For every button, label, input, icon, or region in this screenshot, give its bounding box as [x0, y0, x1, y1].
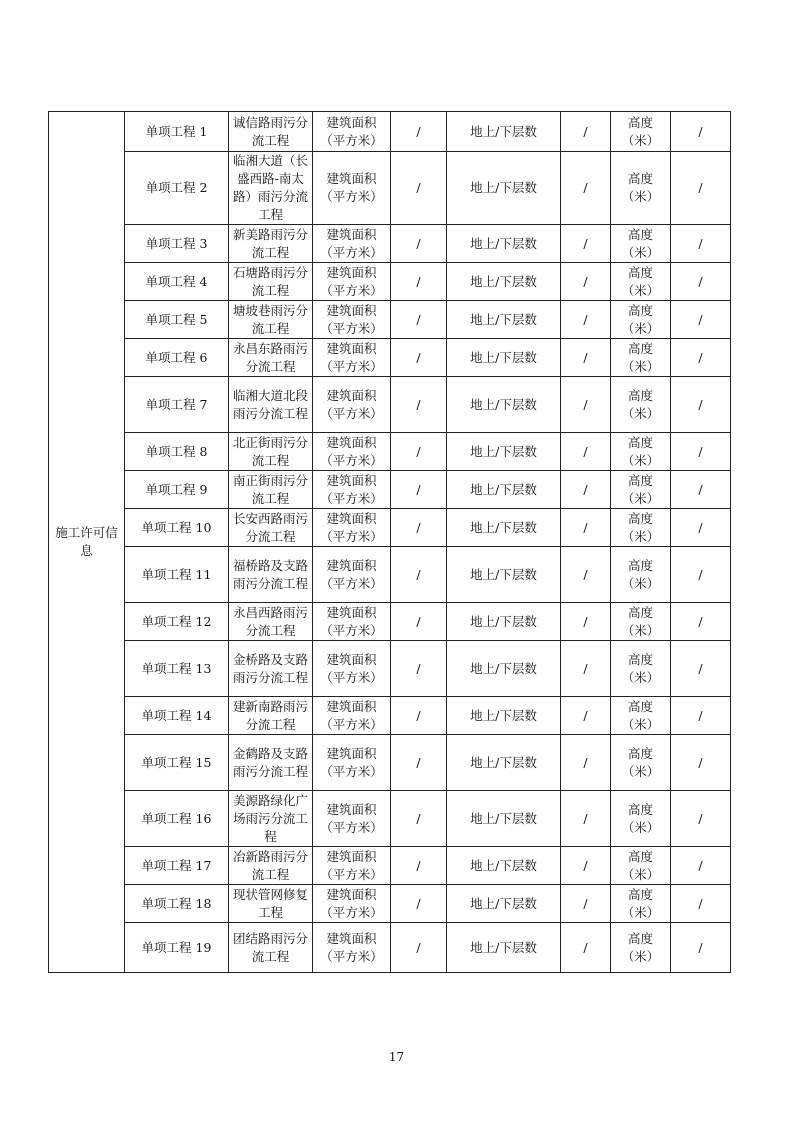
- floors-label: 地上/下层数: [447, 885, 561, 923]
- page-number: 17: [388, 1050, 405, 1064]
- height-label: 高度（米）: [611, 547, 671, 603]
- item-label: 单项工程 13: [125, 641, 229, 697]
- table-row: [49, 339, 731, 377]
- height-value: /: [671, 885, 731, 923]
- height-value: /: [671, 603, 731, 641]
- area-value: /: [391, 547, 447, 603]
- area-value: /: [391, 923, 447, 973]
- area-value: /: [391, 301, 447, 339]
- floors-label: 地上/下层数: [447, 547, 561, 603]
- floors-value: /: [561, 377, 611, 433]
- area-label: 建筑面积（平方米）: [313, 301, 391, 339]
- project-name: 福桥路及支路雨污分流工程: [229, 547, 313, 603]
- height-label: 高度（米）: [611, 225, 671, 263]
- project-name: 金桥路及支路雨污分流工程: [229, 641, 313, 697]
- table-row: [49, 377, 731, 433]
- area-value: /: [391, 847, 447, 885]
- floors-label: 地上/下层数: [447, 603, 561, 641]
- floors-value: /: [561, 603, 611, 641]
- item-label: 单项工程 11: [125, 547, 229, 603]
- project-name: 现状管网修复工程: [229, 885, 313, 923]
- height-value: /: [671, 339, 731, 377]
- area-label: 建筑面积（平方米）: [313, 339, 391, 377]
- area-label: 建筑面积（平方米）: [313, 641, 391, 697]
- height-label: 高度（米）: [611, 791, 671, 847]
- item-label: 单项工程 12: [125, 603, 229, 641]
- permit-table-body: [49, 112, 731, 973]
- height-value: /: [671, 112, 731, 152]
- project-name: 永昌东路雨污分流工程: [229, 339, 313, 377]
- height-value: /: [671, 847, 731, 885]
- floors-label: 地上/下层数: [447, 433, 561, 471]
- project-name: 冶新路雨污分流工程: [229, 847, 313, 885]
- height-label: 高度（米）: [611, 509, 671, 547]
- project-name: 诚信路雨污分流工程: [229, 112, 313, 152]
- area-value: /: [391, 471, 447, 509]
- item-label: 单项工程 19: [125, 923, 229, 973]
- area-label: 建筑面积（平方米）: [313, 152, 391, 225]
- item-label: 单项工程 4: [125, 263, 229, 301]
- floors-value: /: [561, 263, 611, 301]
- item-label: 单项工程 10: [125, 509, 229, 547]
- floors-label: 地上/下层数: [447, 263, 561, 301]
- floors-value: /: [561, 697, 611, 735]
- project-name: 新美路雨污分流工程: [229, 225, 313, 263]
- height-value: /: [671, 509, 731, 547]
- table-row: [49, 735, 731, 791]
- table-row: [49, 603, 731, 641]
- area-label: 建筑面积（平方米）: [313, 471, 391, 509]
- area-value: /: [391, 641, 447, 697]
- item-label: 单项工程 2: [125, 152, 229, 225]
- area-label: 建筑面积（平方米）: [313, 603, 391, 641]
- area-value: /: [391, 791, 447, 847]
- item-label: 单项工程 15: [125, 735, 229, 791]
- floors-label: 地上/下层数: [447, 112, 561, 152]
- item-label: 单项工程 1: [125, 112, 229, 152]
- floors-label: 地上/下层数: [447, 377, 561, 433]
- area-value: /: [391, 152, 447, 225]
- floors-value: /: [561, 471, 611, 509]
- area-label: 建筑面积（平方米）: [313, 791, 391, 847]
- table-row: [49, 433, 731, 471]
- floors-value: /: [561, 112, 611, 152]
- height-label: 高度（米）: [611, 735, 671, 791]
- area-value: /: [391, 112, 447, 152]
- height-value: /: [671, 263, 731, 301]
- height-value: /: [671, 471, 731, 509]
- floors-value: /: [561, 641, 611, 697]
- floors-value: /: [561, 791, 611, 847]
- floors-value: /: [561, 547, 611, 603]
- table-row: [49, 547, 731, 603]
- height-label: 高度（米）: [611, 152, 671, 225]
- floors-value: /: [561, 885, 611, 923]
- floors-label: 地上/下层数: [447, 697, 561, 735]
- table-row: [49, 225, 731, 263]
- area-value: /: [391, 735, 447, 791]
- height-label: 高度（米）: [611, 433, 671, 471]
- height-value: /: [671, 791, 731, 847]
- area-value: /: [391, 697, 447, 735]
- item-label: 单项工程 5: [125, 301, 229, 339]
- area-label: 建筑面积（平方米）: [313, 847, 391, 885]
- table-row: [49, 791, 731, 847]
- table-row: [49, 847, 731, 885]
- item-label: 单项工程 18: [125, 885, 229, 923]
- item-label: 单项工程 9: [125, 471, 229, 509]
- height-label: 高度（米）: [611, 112, 671, 152]
- floors-label: 地上/下层数: [447, 471, 561, 509]
- area-label: 建筑面积（平方米）: [313, 923, 391, 973]
- area-label: 建筑面积（平方米）: [313, 225, 391, 263]
- area-label: 建筑面积（平方米）: [313, 885, 391, 923]
- area-value: /: [391, 377, 447, 433]
- height-value: /: [671, 301, 731, 339]
- project-name: 建新南路雨污分流工程: [229, 697, 313, 735]
- area-value: /: [391, 509, 447, 547]
- floors-label: 地上/下层数: [447, 923, 561, 973]
- floors-value: /: [561, 225, 611, 263]
- height-value: /: [671, 735, 731, 791]
- floors-value: /: [561, 735, 611, 791]
- area-label: 建筑面积（平方米）: [313, 509, 391, 547]
- height-label: 高度（米）: [611, 847, 671, 885]
- table-row: [49, 471, 731, 509]
- height-value: /: [671, 152, 731, 225]
- height-value: /: [671, 697, 731, 735]
- table-row: [49, 112, 731, 152]
- floors-value: /: [561, 339, 611, 377]
- item-label: 单项工程 17: [125, 847, 229, 885]
- project-name: 南正街雨污分流工程: [229, 471, 313, 509]
- item-label: 单项工程 8: [125, 433, 229, 471]
- area-value: /: [391, 433, 447, 471]
- height-value: /: [671, 923, 731, 973]
- height-value: /: [671, 377, 731, 433]
- item-label: 单项工程 7: [125, 377, 229, 433]
- table-row: [49, 641, 731, 697]
- height-label: 高度（米）: [611, 697, 671, 735]
- floors-label: 地上/下层数: [447, 225, 561, 263]
- height-label: 高度（米）: [611, 885, 671, 923]
- floors-label: 地上/下层数: [447, 735, 561, 791]
- table-row: [49, 509, 731, 547]
- floors-value: /: [561, 923, 611, 973]
- project-name: 石塘路雨污分流工程: [229, 263, 313, 301]
- project-name: 北正街雨污分流工程: [229, 433, 313, 471]
- project-name: 长安西路雨污分流工程: [229, 509, 313, 547]
- height-value: /: [671, 433, 731, 471]
- floors-label: 地上/下层数: [447, 339, 561, 377]
- height-label: 高度（米）: [611, 641, 671, 697]
- height-label: 高度（米）: [611, 377, 671, 433]
- item-label: 单项工程 14: [125, 697, 229, 735]
- project-name: 美源路绿化广场雨污分流工程: [229, 791, 313, 847]
- item-label: 单项工程 16: [125, 791, 229, 847]
- floors-value: /: [561, 847, 611, 885]
- item-label: 单项工程 3: [125, 225, 229, 263]
- floors-label: 地上/下层数: [447, 301, 561, 339]
- area-label: 建筑面积（平方米）: [313, 377, 391, 433]
- height-label: 高度（米）: [611, 263, 671, 301]
- permit-info-table: [48, 111, 731, 973]
- area-value: /: [391, 339, 447, 377]
- floors-value: /: [561, 152, 611, 225]
- floors-label: 地上/下层数: [447, 847, 561, 885]
- area-label: 建筑面积（平方米）: [313, 112, 391, 152]
- floors-label: 地上/下层数: [447, 641, 561, 697]
- table-row: [49, 885, 731, 923]
- table-row: [49, 301, 731, 339]
- floors-value: /: [561, 301, 611, 339]
- floors-label: 地上/下层数: [447, 791, 561, 847]
- floors-value: /: [561, 433, 611, 471]
- item-label: 单项工程 6: [125, 339, 229, 377]
- height-label: 高度（米）: [611, 923, 671, 973]
- project-name: 塘坡巷雨污分流工程: [229, 301, 313, 339]
- area-label: 建筑面积（平方米）: [313, 263, 391, 301]
- area-value: /: [391, 225, 447, 263]
- height-value: /: [671, 225, 731, 263]
- table-row: [49, 923, 731, 973]
- area-label: 建筑面积（平方米）: [313, 735, 391, 791]
- area-value: /: [391, 263, 447, 301]
- floors-label: 地上/下层数: [447, 509, 561, 547]
- floors-value: /: [561, 509, 611, 547]
- floors-label: 地上/下层数: [447, 152, 561, 225]
- project-name: 金鹤路及支路雨污分流工程: [229, 735, 313, 791]
- height-label: 高度（米）: [611, 471, 671, 509]
- section-label: 施工许可信息: [49, 112, 125, 973]
- area-value: /: [391, 885, 447, 923]
- project-name: 团结路雨污分流工程: [229, 923, 313, 973]
- height-label: 高度（米）: [611, 339, 671, 377]
- area-label: 建筑面积（平方米）: [313, 697, 391, 735]
- table-row: [49, 263, 731, 301]
- height-label: 高度（米）: [611, 301, 671, 339]
- project-name: 临湘大道北段雨污分流工程: [229, 377, 313, 433]
- table-row: [49, 697, 731, 735]
- project-name: 永昌西路雨污分流工程: [229, 603, 313, 641]
- area-label: 建筑面积（平方米）: [313, 547, 391, 603]
- area-value: /: [391, 603, 447, 641]
- project-name: 临湘大道（长盛西路-南太路）雨污分流工程: [229, 152, 313, 225]
- height-label: 高度（米）: [611, 603, 671, 641]
- height-value: /: [671, 547, 731, 603]
- height-value: /: [671, 641, 731, 697]
- area-label: 建筑面积（平方米）: [313, 433, 391, 471]
- table-row: [49, 152, 731, 225]
